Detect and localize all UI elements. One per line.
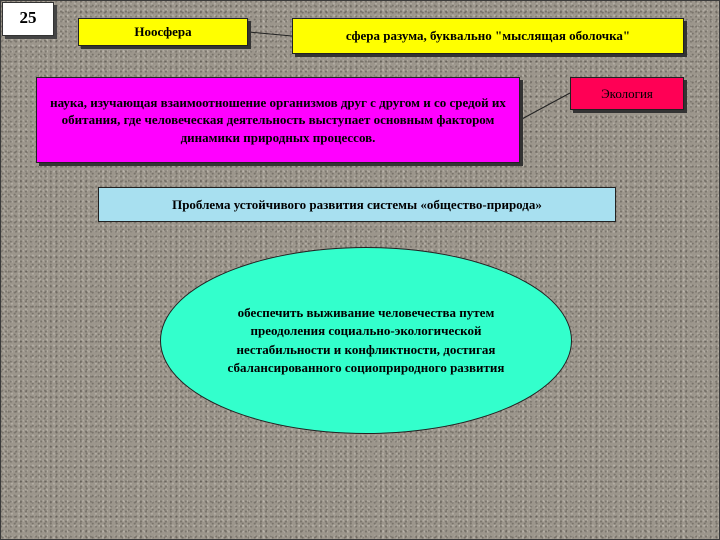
ecology-definition-label: наука, изучающая взаимоотношение организмов друг с другом и со средой их обитания, где человеческая деятельность выступает основным фактором динамики природных процессов. (50, 94, 506, 145)
slide-number: 25 (2, 2, 54, 36)
problem-box (98, 187, 616, 222)
ecology-box (570, 77, 684, 110)
noosphere-box (78, 18, 248, 46)
mind-sphere-box (292, 18, 684, 54)
goal-label: обеспечить выживание человечества путем преодоления социально-экологической нестабильности и конфликтности, достигая сбалансированного социоприродного развития (227, 305, 505, 375)
mind-sphere-label: сфера разума, буквально "мыслящая оболочка" (345, 28, 631, 44)
problem-label: Проблема устойчивого развития системы «общество-природа» (172, 196, 542, 212)
goal-ellipse (160, 247, 572, 434)
ecology-definition-box (36, 77, 520, 163)
noosphere-label: Ноосфера (134, 24, 192, 40)
ecology-label: Экология (601, 85, 653, 101)
